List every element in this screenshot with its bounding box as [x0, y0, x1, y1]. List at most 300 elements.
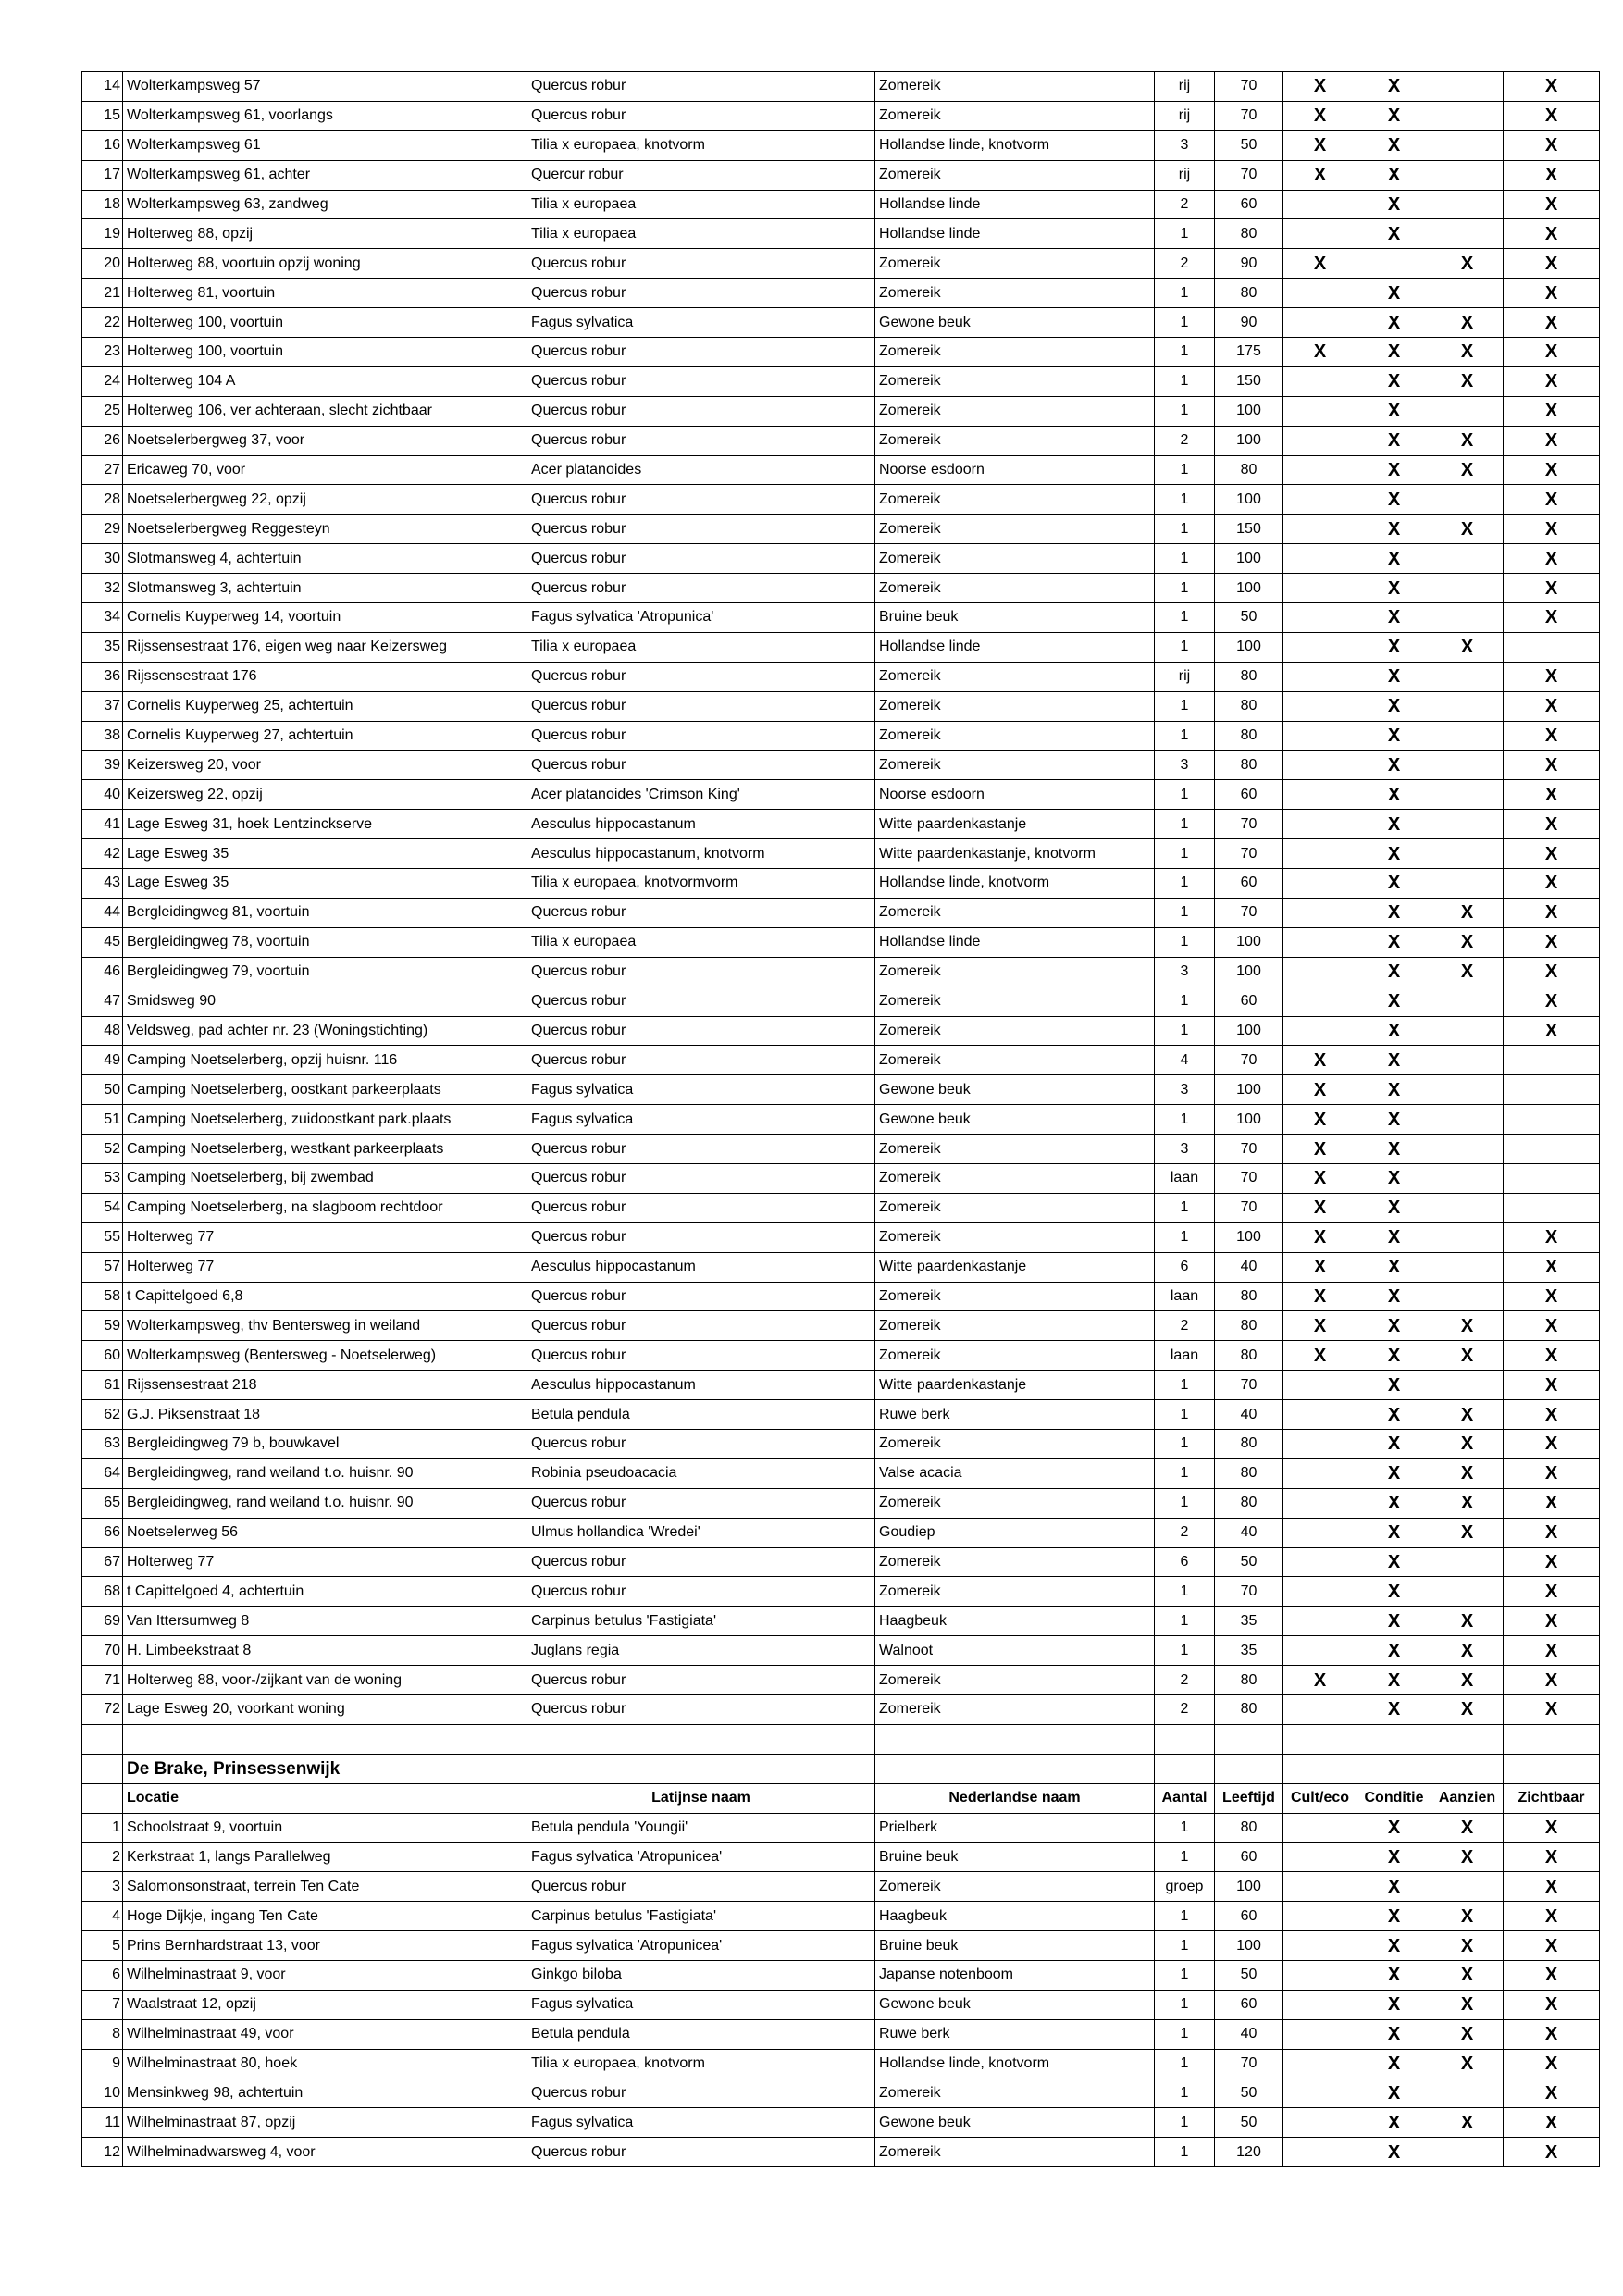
cell-aantal: 1 — [1155, 366, 1215, 396]
cell-conditie: X — [1357, 869, 1431, 899]
table-row — [82, 2019, 1600, 2049]
cell-aanzien: X — [1431, 455, 1504, 485]
cell-leeftijd: 50 — [1215, 603, 1283, 633]
table-body-separator — [82, 1724, 1600, 1813]
cell-nederlandse-naam: Zomereik — [875, 1222, 1155, 1252]
cell-aanzien: X — [1431, 1341, 1504, 1371]
cell-conditie: X — [1357, 1607, 1431, 1636]
cell-conditie: X — [1357, 1843, 1431, 1872]
table-row — [82, 1429, 1600, 1458]
cell-cult-eco: X — [1283, 160, 1357, 190]
blank-row — [82, 1724, 1600, 1754]
cell-latijnse-naam: Fagus sylvatica — [527, 2108, 875, 2138]
cell-conditie: X — [1357, 130, 1431, 160]
cell-conditie: X — [1357, 2108, 1431, 2138]
cell-cult-eco — [1283, 927, 1357, 957]
cell-leeftijd: 70 — [1215, 810, 1283, 839]
cell-cult-eco — [1283, 455, 1357, 485]
cell-aanzien — [1431, 780, 1504, 810]
cell-locatie: Holterweg 88, voortuin opzij woning — [123, 249, 527, 279]
table-row — [82, 2108, 1600, 2138]
cell-aantal: 4 — [1155, 1046, 1215, 1075]
cell-nederlandse-naam: Hollandse linde — [875, 219, 1155, 249]
cell-conditie: X — [1357, 1105, 1431, 1135]
cell-conditie: X — [1357, 1429, 1431, 1458]
cell-nr: 70 — [82, 1636, 123, 1666]
cell-aantal: 1 — [1155, 515, 1215, 544]
cell-aantal: 3 — [1155, 751, 1215, 780]
cell-aanzien — [1431, 574, 1504, 603]
cell-cult-eco — [1283, 780, 1357, 810]
cell-aantal: 2 — [1155, 249, 1215, 279]
cell-latijnse-naam: Quercus robur — [527, 662, 875, 691]
table-row — [82, 485, 1600, 515]
cell-zichtbaar: X — [1504, 1607, 1600, 1636]
cell-conditie: X — [1357, 396, 1431, 426]
cell-nederlandse-naam: Zomereik — [875, 544, 1155, 574]
cell-nederlandse-naam: Haagbeuk — [875, 1607, 1155, 1636]
cell-aantal: 1 — [1155, 1488, 1215, 1518]
cell-conditie: X — [1357, 366, 1431, 396]
cell-conditie: X — [1357, 1135, 1431, 1164]
cell-conditie: X — [1357, 455, 1431, 485]
cell-locatie: Cornelis Kuyperweg 27, achtertuin — [123, 721, 527, 751]
cell-latijnse-naam: Quercus robur — [527, 1163, 875, 1193]
cell-locatie: Noetselerbergweg 37, voor — [123, 426, 527, 455]
cell-aanzien — [1431, 1105, 1504, 1135]
cell-aantal: 2 — [1155, 426, 1215, 455]
cell-locatie: H. Limbeekstraat 8 — [123, 1636, 527, 1666]
cell-conditie: X — [1357, 574, 1431, 603]
cell-locatie: Bergleidingweg 79 b, bouwkavel — [123, 1429, 527, 1458]
cell-aanzien: X — [1431, 1694, 1504, 1724]
cell-latijnse-naam: Fagus sylvatica — [527, 1075, 875, 1105]
cell-locatie: Rijssensestraat 218 — [123, 1371, 527, 1400]
cell-nr: 64 — [82, 1458, 123, 1488]
cell-leeftijd: 60 — [1215, 869, 1283, 899]
cell-nr: 69 — [82, 1607, 123, 1636]
cell-leeftijd: 40 — [1215, 1518, 1283, 1547]
cell-locatie: Rijssensestraat 176 — [123, 662, 527, 691]
cell-zichtbaar: X — [1504, 279, 1600, 308]
cell-aantal: 1 — [1155, 1222, 1215, 1252]
cell-zichtbaar: X — [1504, 2019, 1600, 2049]
cell-aantal: 1 — [1155, 485, 1215, 515]
cell-nederlandse-naam: Zomereik — [875, 1547, 1155, 1577]
cell-aanzien — [1431, 2138, 1504, 2167]
cell-nr: 2 — [82, 1843, 123, 1872]
cell-aantal: 2 — [1155, 1518, 1215, 1547]
cell-conditie: X — [1357, 1163, 1431, 1193]
cell-latijnse-naam: Aesculus hippocastanum — [527, 1252, 875, 1282]
cell-nederlandse-naam: Bruine beuk — [875, 1843, 1155, 1872]
cell-aanzien — [1431, 1547, 1504, 1577]
cell-latijnse-naam: Quercus robur — [527, 1341, 875, 1371]
cell-nederlandse-naam: Gewone beuk — [875, 1105, 1155, 1135]
cell-leeftijd: 90 — [1215, 249, 1283, 279]
cell-leeftijd: 80 — [1215, 721, 1283, 751]
table-row — [82, 1163, 1600, 1193]
cell-aantal: 1 — [1155, 1636, 1215, 1666]
cell-latijnse-naam: Quercus robur — [527, 101, 875, 130]
cell-latijnse-naam: Quercus robur — [527, 426, 875, 455]
cell-conditie: X — [1357, 1636, 1431, 1666]
cell-nederlandse-naam: Zomereik — [875, 987, 1155, 1016]
table-row — [82, 1636, 1600, 1666]
cell-nr: 19 — [82, 219, 123, 249]
cell-nr: 55 — [82, 1222, 123, 1252]
cell-leeftijd: 80 — [1215, 279, 1283, 308]
cell-aanzien — [1431, 1135, 1504, 1164]
table-row — [82, 1488, 1600, 1518]
cell-aanzien — [1431, 72, 1504, 102]
cell-cult-eco — [1283, 396, 1357, 426]
table-row — [82, 1990, 1600, 2019]
cell-conditie: X — [1357, 1075, 1431, 1105]
cell-aanzien: X — [1431, 898, 1504, 927]
table-row — [82, 455, 1600, 485]
cell-conditie: X — [1357, 1577, 1431, 1607]
cell-zichtbaar: X — [1504, 1016, 1600, 1046]
cell-latijnse-naam: Quercus robur — [527, 366, 875, 396]
cell-nr: 67 — [82, 1547, 123, 1577]
cell-zichtbaar: X — [1504, 780, 1600, 810]
cell-nr: 24 — [82, 366, 123, 396]
cell-conditie: X — [1357, 308, 1431, 338]
cell-nederlandse-naam: Zomereik — [875, 691, 1155, 721]
cell-nederlandse-naam: Gewone beuk — [875, 308, 1155, 338]
cell-nederlandse-naam: Walnoot — [875, 1636, 1155, 1666]
cell-nederlandse-naam: Zomereik — [875, 426, 1155, 455]
table-row — [82, 1872, 1600, 1902]
cell-nr: 39 — [82, 751, 123, 780]
cell-locatie: Veldsweg, pad achter nr. 23 (Woningstichting) — [123, 1016, 527, 1046]
cell-locatie: Ericaweg 70, voor — [123, 455, 527, 485]
cell-nederlandse-naam: Zomereik — [875, 721, 1155, 751]
cell-conditie: X — [1357, 515, 1431, 544]
cell-locatie: Prins Bernhardstraat 13, voor — [123, 1931, 527, 1961]
cell-aantal: groep — [1155, 1872, 1215, 1902]
cell-nr: 4 — [82, 1902, 123, 1931]
cell-nederlandse-naam: Zomereik — [875, 662, 1155, 691]
cell-nederlandse-naam: Ruwe berk — [875, 1400, 1155, 1430]
cell-zichtbaar: X — [1504, 1518, 1600, 1547]
cell-conditie: X — [1357, 544, 1431, 574]
cell-conditie: X — [1357, 72, 1431, 102]
cell-aanzien: X — [1431, 1902, 1504, 1931]
cell-nr: 53 — [82, 1163, 123, 1193]
cell-aantal: 1 — [1155, 308, 1215, 338]
cell-conditie: X — [1357, 2049, 1431, 2079]
cell-nederlandse-naam: Zomereik — [875, 1694, 1155, 1724]
table-row — [82, 780, 1600, 810]
cell-conditie: X — [1357, 1872, 1431, 1902]
cell-nederlandse-naam: Zomereik — [875, 1311, 1155, 1341]
cell-locatie: Waalstraat 12, opzij — [123, 1990, 527, 2019]
cell-nederlandse-naam: Witte paardenkastanje — [875, 1252, 1155, 1282]
cell-cult-eco — [1283, 1371, 1357, 1400]
section-title: De Brake, Prinsessenwijk — [123, 1754, 527, 1783]
cell-cult-eco: X — [1283, 72, 1357, 102]
table-row — [82, 2138, 1600, 2167]
header-locatie: Locatie — [123, 1783, 527, 1813]
cell-latijnse-naam: Aesculus hippocastanum, knotvorm — [527, 839, 875, 869]
cell-nederlandse-naam: Zomereik — [875, 515, 1155, 544]
cell-aanzien: X — [1431, 249, 1504, 279]
cell-latijnse-naam: Tilia x europaea, knotvormvorm — [527, 869, 875, 899]
cell-cult-eco — [1283, 1488, 1357, 1518]
cell-latijnse-naam: Robinia pseudoacacia — [527, 1458, 875, 1488]
cell-leeftijd: 100 — [1215, 927, 1283, 957]
cell-aantal: 1 — [1155, 1961, 1215, 1991]
cell-locatie: Camping Noetselerberg, bij zwembad — [123, 1163, 527, 1193]
cell-nr: 43 — [82, 869, 123, 899]
table-row — [82, 987, 1600, 1016]
cell-aantal: 1 — [1155, 1371, 1215, 1400]
cell-zichtbaar: X — [1504, 1843, 1600, 1872]
cell-aantal: 1 — [1155, 691, 1215, 721]
cell-aantal: 1 — [1155, 721, 1215, 751]
cell-leeftijd: 100 — [1215, 1016, 1283, 1046]
cell-nederlandse-naam: Bruine beuk — [875, 603, 1155, 633]
cell-nederlandse-naam: Witte paardenkastanje — [875, 810, 1155, 839]
cell-aantal: 1 — [1155, 279, 1215, 308]
cell-leeftijd: 100 — [1215, 957, 1283, 987]
cell-locatie: Wilhelminastraat 87, opzij — [123, 2108, 527, 2138]
cell-latijnse-naam: Quercus robur — [527, 691, 875, 721]
cell-nr: 22 — [82, 308, 123, 338]
cell-cult-eco — [1283, 2108, 1357, 2138]
header-aanzien: Aanzien — [1431, 1783, 1504, 1813]
cell-locatie: Wilhelminastraat 80, hoek — [123, 2049, 527, 2079]
cell-zichtbaar: X — [1504, 101, 1600, 130]
table-row — [82, 1843, 1600, 1872]
table-row — [82, 1458, 1600, 1488]
cell-conditie: X — [1357, 1666, 1431, 1695]
cell-conditie: X — [1357, 485, 1431, 515]
cell-nr: 20 — [82, 249, 123, 279]
cell-cult-eco — [1283, 1990, 1357, 2019]
cell-nr: 30 — [82, 544, 123, 574]
cell-nr: 3 — [82, 1872, 123, 1902]
cell-conditie: X — [1357, 1902, 1431, 1931]
cell-aantal: 1 — [1155, 396, 1215, 426]
cell-nr: 47 — [82, 987, 123, 1016]
cell-nederlandse-naam: Zomereik — [875, 72, 1155, 102]
cell-locatie: Holterweg 81, voortuin — [123, 279, 527, 308]
cell-cult-eco: X — [1283, 1282, 1357, 1311]
cell-conditie: X — [1357, 1931, 1431, 1961]
cell-nederlandse-naam: Gewone beuk — [875, 2108, 1155, 2138]
cell-aanzien — [1431, 721, 1504, 751]
cell-aanzien: X — [1431, 2049, 1504, 2079]
cell-zichtbaar: X — [1504, 662, 1600, 691]
cell-zichtbaar: X — [1504, 338, 1600, 367]
cell-nederlandse-naam: Zomereik — [875, 1135, 1155, 1164]
table-row — [82, 957, 1600, 987]
cell-locatie: Camping Noetselerberg, opzij huisnr. 116 — [123, 1046, 527, 1075]
cell-aanzien — [1431, 1282, 1504, 1311]
table-body-upper — [82, 72, 1600, 1725]
cell-zichtbaar: X — [1504, 721, 1600, 751]
table-row — [82, 426, 1600, 455]
cell-locatie: Bergleidingweg, rand weiland t.o. huisnr. 90 — [123, 1488, 527, 1518]
cell-aantal: 1 — [1155, 2079, 1215, 2108]
cell-nr: 42 — [82, 839, 123, 869]
cell-leeftijd: 60 — [1215, 1843, 1283, 1872]
cell-locatie: t Capittelgoed 6,8 — [123, 1282, 527, 1311]
cell-locatie: Wilhelminadwarsweg 4, voor — [123, 2138, 527, 2167]
cell-latijnse-naam: Tilia x europaea, knotvorm — [527, 2049, 875, 2079]
cell-aanzien — [1431, 130, 1504, 160]
table-row — [82, 1931, 1600, 1961]
cell-zichtbaar: X — [1504, 1252, 1600, 1282]
table-row — [82, 1666, 1600, 1695]
cell-zichtbaar: X — [1504, 1400, 1600, 1430]
cell-aantal: 1 — [1155, 1400, 1215, 1430]
cell-zichtbaar: X — [1504, 957, 1600, 987]
table-body-lower — [82, 1813, 1600, 2167]
cell-locatie: Kerkstraat 1, langs Parallelweg — [123, 1843, 527, 1872]
table-row — [82, 515, 1600, 544]
cell-leeftijd: 100 — [1215, 426, 1283, 455]
cell-leeftijd: 70 — [1215, 1371, 1283, 1400]
cell-latijnse-naam: Quercus robur — [527, 1547, 875, 1577]
cell-nederlandse-naam: Hollandse linde — [875, 190, 1155, 219]
cell-locatie: Holterweg 77 — [123, 1222, 527, 1252]
cell-zichtbaar: X — [1504, 987, 1600, 1016]
cell-zichtbaar — [1504, 1046, 1600, 1075]
cell-aanzien — [1431, 691, 1504, 721]
cell-zichtbaar — [1504, 1075, 1600, 1105]
cell-leeftijd: 50 — [1215, 130, 1283, 160]
cell-locatie: Van Ittersumweg 8 — [123, 1607, 527, 1636]
cell-leeftijd: 80 — [1215, 455, 1283, 485]
table-row — [82, 1961, 1600, 1991]
cell-latijnse-naam: Ulmus hollandica 'Wredei' — [527, 1518, 875, 1547]
cell-aanzien: X — [1431, 632, 1504, 662]
cell-zichtbaar: X — [1504, 1931, 1600, 1961]
cell-leeftijd: 80 — [1215, 1311, 1283, 1341]
cell-zichtbaar: X — [1504, 1488, 1600, 1518]
cell-conditie: X — [1357, 632, 1431, 662]
cell-aanzien: X — [1431, 1666, 1504, 1695]
cell-leeftijd: 175 — [1215, 338, 1283, 367]
cell-nr: 29 — [82, 515, 123, 544]
cell-aanzien — [1431, 662, 1504, 691]
cell-aanzien: X — [1431, 2108, 1504, 2138]
cell-latijnse-naam: Quercus robur — [527, 1135, 875, 1164]
cell-leeftijd: 150 — [1215, 515, 1283, 544]
cell-zichtbaar: X — [1504, 2079, 1600, 2108]
cell-leeftijd: 35 — [1215, 1607, 1283, 1636]
table-row — [82, 574, 1600, 603]
cell-zichtbaar: X — [1504, 366, 1600, 396]
cell-nederlandse-naam: Zomereik — [875, 1016, 1155, 1046]
cell-leeftijd: 80 — [1215, 1666, 1283, 1695]
cell-aanzien — [1431, 1075, 1504, 1105]
table-row — [82, 396, 1600, 426]
cell-cult-eco: X — [1283, 1666, 1357, 1695]
cell-aantal: 1 — [1155, 1843, 1215, 1872]
cell-aanzien — [1431, 544, 1504, 574]
cell-locatie: Wolterkampsweg 57 — [123, 72, 527, 102]
cell-zichtbaar: X — [1504, 1311, 1600, 1341]
cell-latijnse-naam: Tilia x europaea — [527, 927, 875, 957]
column-header-row — [82, 1783, 1600, 1813]
cell-locatie: Smidsweg 90 — [123, 987, 527, 1016]
tree-inventory-table — [81, 71, 1600, 2167]
cell-cult-eco — [1283, 1636, 1357, 1666]
cell-zichtbaar: X — [1504, 751, 1600, 780]
cell-zichtbaar: X — [1504, 1429, 1600, 1458]
cell-leeftijd: 50 — [1215, 2108, 1283, 2138]
cell-latijnse-naam: Quercus robur — [527, 1872, 875, 1902]
cell-aanzien — [1431, 279, 1504, 308]
cell-nr: 32 — [82, 574, 123, 603]
cell-locatie: Salomonsonstraat, terrein Ten Cate — [123, 1872, 527, 1902]
cell-locatie: Holterweg 77 — [123, 1252, 527, 1282]
cell-aanzien: X — [1431, 1311, 1504, 1341]
cell-conditie: X — [1357, 721, 1431, 751]
cell-nederlandse-naam: Zomereik — [875, 1577, 1155, 1607]
cell-cult-eco — [1283, 366, 1357, 396]
cell-cult-eco — [1283, 869, 1357, 899]
cell-nr: 63 — [82, 1429, 123, 1458]
cell-aantal: 3 — [1155, 1135, 1215, 1164]
cell-zichtbaar: X — [1504, 1282, 1600, 1311]
cell-cult-eco — [1283, 751, 1357, 780]
table-row — [82, 1607, 1600, 1636]
cell-latijnse-naam: Quercus robur — [527, 515, 875, 544]
cell-zichtbaar: X — [1504, 869, 1600, 899]
cell-latijnse-naam: Betula pendula 'Youngii' — [527, 1813, 875, 1843]
cell-aantal: 1 — [1155, 2138, 1215, 2167]
cell-latijnse-naam: Tilia x europaea — [527, 219, 875, 249]
cell-conditie: X — [1357, 2019, 1431, 2049]
cell-cult-eco — [1283, 190, 1357, 219]
cell-latijnse-naam: Quercus robur — [527, 1222, 875, 1252]
cell-nederlandse-naam: Zomereik — [875, 396, 1155, 426]
cell-latijnse-naam: Tilia x europaea — [527, 190, 875, 219]
cell-locatie: Wolterkampsweg 61, achter — [123, 160, 527, 190]
cell-leeftijd: 35 — [1215, 1636, 1283, 1666]
cell-aanzien — [1431, 1252, 1504, 1282]
cell-nr: 60 — [82, 1341, 123, 1371]
cell-cult-eco — [1283, 2049, 1357, 2079]
cell-aanzien — [1431, 1016, 1504, 1046]
cell-aantal: 1 — [1155, 574, 1215, 603]
cell-latijnse-naam: Quercus robur — [527, 396, 875, 426]
cell-aanzien: X — [1431, 1931, 1504, 1961]
cell-conditie: X — [1357, 691, 1431, 721]
cell-aantal: 1 — [1155, 1577, 1215, 1607]
cell-locatie: Holterweg 77 — [123, 1547, 527, 1577]
cell-locatie: Holterweg 106, ver achteraan, slecht zichtbaar — [123, 396, 527, 426]
cell-latijnse-naam: Quercus robur — [527, 751, 875, 780]
cell-leeftijd: 70 — [1215, 1193, 1283, 1222]
cell-aanzien — [1431, 485, 1504, 515]
cell-zichtbaar: X — [1504, 1458, 1600, 1488]
cell-aantal: 2 — [1155, 1694, 1215, 1724]
table-row — [82, 603, 1600, 633]
cell-latijnse-naam: Carpinus betulus 'Fastigiata' — [527, 1902, 875, 1931]
cell-aanzien — [1431, 396, 1504, 426]
cell-cult-eco — [1283, 308, 1357, 338]
cell-aanzien — [1431, 839, 1504, 869]
cell-nr: 71 — [82, 1666, 123, 1695]
cell-nr: 41 — [82, 810, 123, 839]
